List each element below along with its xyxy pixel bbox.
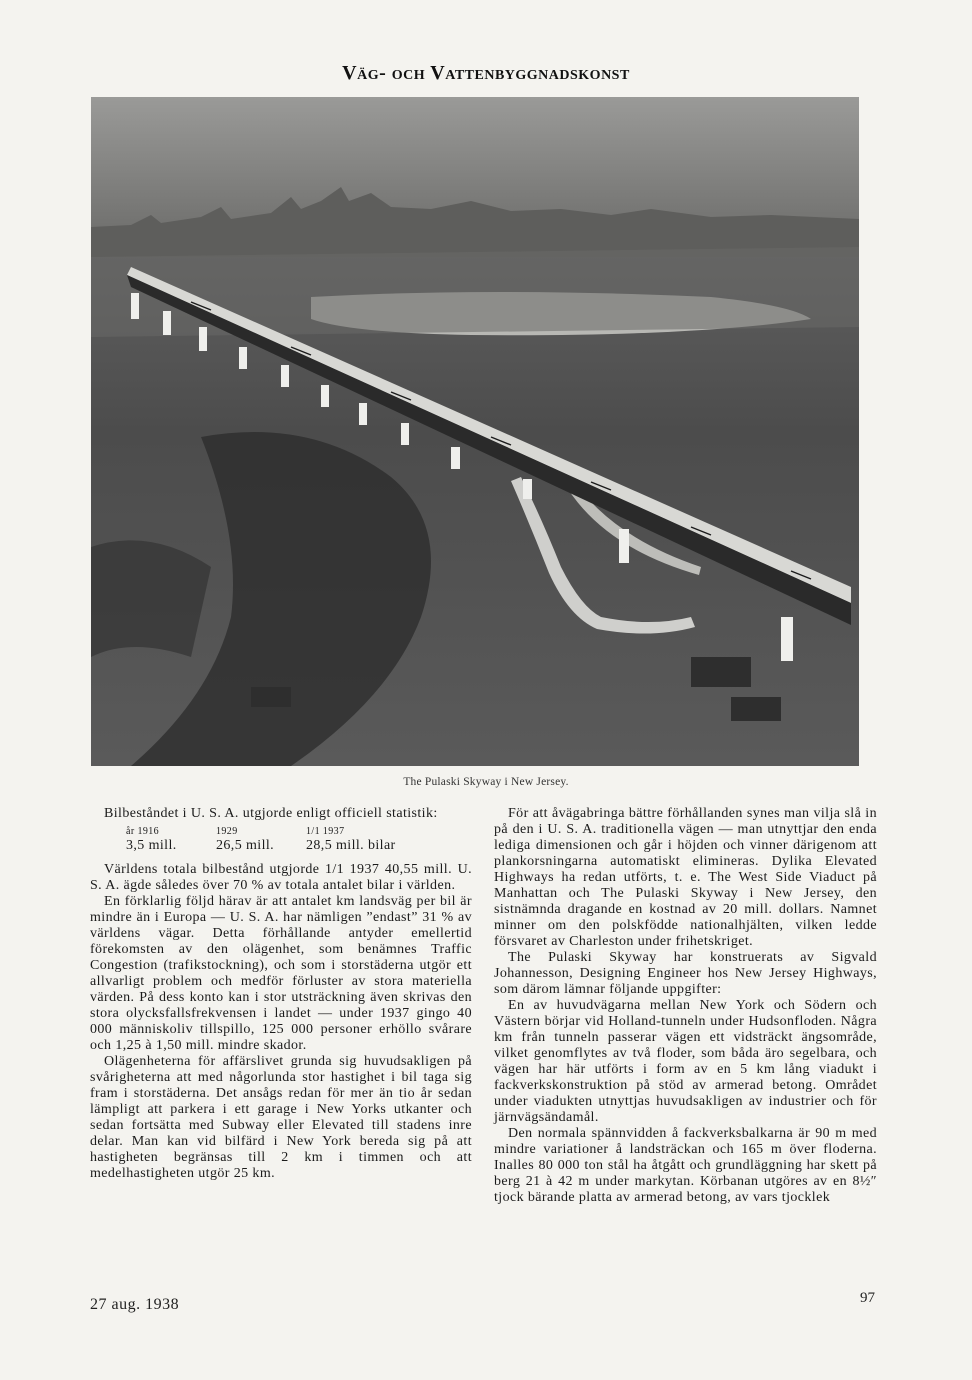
journal-title: Väg- och Vattenbyggnadskonst [342,62,630,84]
issue-date: 27 aug. 1938 [90,1296,180,1313]
paragraph: Världens totala bilbestånd utgjorde 1/1 1937 40,55 mill. U. S. A. ägde således över 70 % av totala antalet bilar i världen. [90,862,472,893]
figure-caption: The Pulaski Skyway i New Jersey. [403,776,569,788]
stats-value: 28,5 mill. bilar [306,838,396,853]
paragraph: En förklarlig följd härav är att antalet km landsväg per bil är mindre än i Europa — U. S. A. har nämligen ”endast” 31 % av världens vägar. Detta förhållande antyder emellertid förekomsten av den olägenhet, som benämnes Traffic Congestion (trafikstockning), och som i storstäderna utgör ett allvarligt problem och medför förluster av stora materiella värden. På dess konto kan i stor utsträckning även skrivas den stora olycksfallsfrekvensen i landet — under 1937 gingo 40 000 människoliv tillspillo, 125 000 personer erhöllo svårare och 1,25 à 1,50 mill. mindre skador. [90,894,472,1053]
stats-table [126,826,472,854]
bridge-photo [91,97,859,766]
paragraph: En av huvudvägarna mellan New York och Södern och Västern börjar vid Holland-tunneln under Hudsonfloden. Några km från tunneln passerar vägen ett vidsträckt ängsområde, vilket genomflytes av två floder, som båda äro segelbara, och vägen har här utförts i form av en 5 km lång viadukt i fackverkskonstruktion på stöd av armerad betong. Området under viadukten utnyttjas huvudsakligen av industrier och för järnvägsändamål. [494,998,877,1125]
stats-year: 1/1 1937 [306,826,345,837]
paragraph: Den normala spännvidden å fackverksbalkarna är 90 m med mindre variationer å landsträckan och 165 m över floderna. Inalles 80 000 ton stål ha åtgått och grundläggning har skett på berg 21 à 42 m under markytan. Körbanan utgöres av en 8½″ tjock bärande platta av armerad betong, av vars tjocklek [494,1126,877,1205]
stats-year: år 1916 [126,826,160,837]
left-column [90,806,472,1182]
paragraph: Olägenheterna för affärslivet grunda sig huvudsakligen på svårigheterna att med någorlunda stor hastighet i bil taga sig fram i storstäderna. Det ansågs redan för mer än tio år sedan lämpligt att parkera i ett garage i New Yorks utkanter och sedan fortsätta med Subway eller Elevated till stadens inre delar. Man kan vid bilfärd i New York bereda sig på att hastigheten begränsas till 2 km i timmen och att medelhastigheten utgör 25 km. [90,1054,472,1181]
page-number: 97 [860,1290,875,1306]
stats-value: 3,5 mill. [126,838,177,853]
paragraph: Bilbeståndet i U. S. A. utgjorde enligt officiell statistik: [104,806,438,821]
paragraph: För att åvägabringa bättre förhållanden synes man vilja slå in på den i U. S. A. traditionella vägen — man utnyttjar den enda lediga dimensionen och går i höjden och vinner därigenom att plankorsningarna automatiskt elimineras. Dylika Elevated Highways ha redan utförts, t. e. The West Side Viaduct på Manhattan och The Pulaski Skyway i New Jersey, den sistnämnda dragande en kostnad av 20 mill. dollars. Namnet minner om den polskfödde nationalhjälten, vilken ledde försvaret av Charleston under frihetskriget. [494,806,877,949]
stats-year: 1929 [216,826,238,837]
paragraph: The Pulaski Skyway har konstruerats av Sigvald Johannesson, Designing Engineer hos New Jersey Highways, som därom lämnar följande uppgifter: [494,950,877,997]
right-column [494,806,877,1206]
stats-value: 26,5 mill. [216,838,275,853]
